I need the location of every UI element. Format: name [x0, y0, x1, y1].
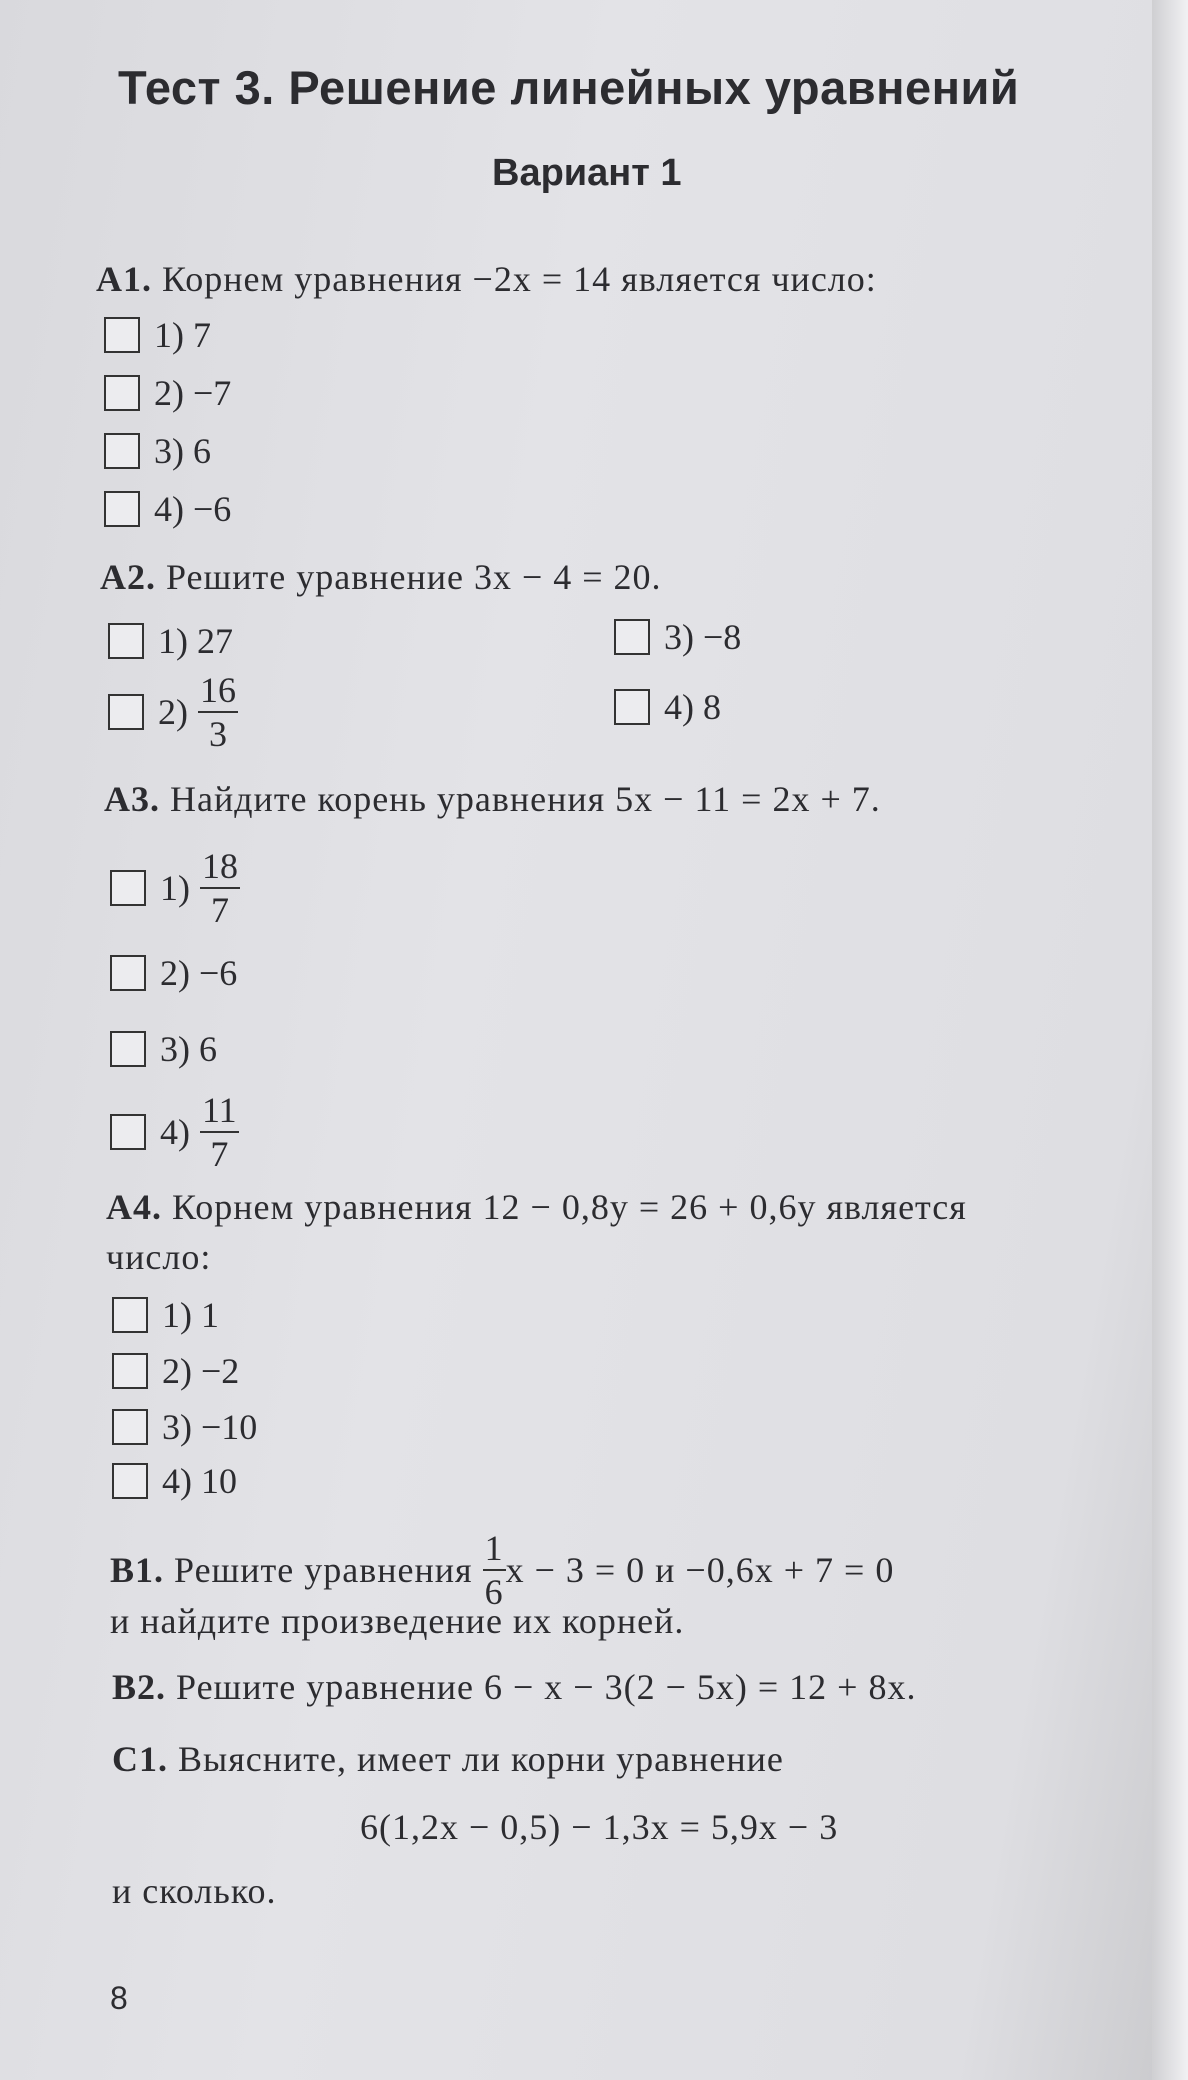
checkbox[interactable] [104, 491, 140, 527]
fraction [483, 1530, 506, 1610]
option-label: 2) −2 [162, 1351, 240, 1391]
question-a4-continued: число: [106, 1237, 212, 1277]
question-b1-continued: и найдите произведение их корней. [110, 1601, 685, 1641]
question-text: Выясните, имеет ли корни уравнение [178, 1739, 784, 1779]
page-title: Тест 3. Решение линейных уравнений [118, 61, 1020, 114]
question-text: Корнем уравнения −2x = 14 является число: [162, 259, 877, 299]
question-c1 [112, 1738, 784, 1780]
checkbox[interactable] [110, 870, 146, 906]
option-label: 3) 6 [160, 1029, 217, 1069]
question-text: Решите уравнение 6 − x − 3(2 − 5x) = 12 + 8x. [176, 1667, 917, 1707]
a4-option-1[interactable] [112, 1294, 219, 1336]
option-label: 4) 8 [664, 687, 721, 727]
option-label: 1) 27 [158, 621, 233, 661]
question-label: В1. [110, 1550, 165, 1590]
option-label: 4) [160, 1112, 190, 1152]
a3-option-3[interactable] [110, 1028, 217, 1070]
checkbox[interactable] [104, 433, 140, 469]
page-number: 8 [110, 1980, 128, 2016]
checkbox[interactable] [110, 1114, 146, 1150]
a3-option-4[interactable] [110, 1092, 239, 1172]
a4-option-3[interactable] [112, 1406, 257, 1448]
question-c1-continued: и сколько. [112, 1871, 277, 1911]
a2-option-4[interactable] [614, 686, 721, 728]
a4-option-4[interactable] [112, 1460, 237, 1502]
question-text-equations: x − 3 = 0 и −0,6x + 7 = 0 [505, 1550, 895, 1590]
a4-option-2[interactable] [112, 1350, 239, 1392]
option-label: 3) 6 [154, 431, 211, 471]
question-a3 [104, 778, 881, 820]
a2-option-1[interactable] [108, 620, 233, 662]
fraction-denominator: 7 [211, 890, 229, 930]
a2-option-3[interactable] [614, 616, 741, 658]
a3-option-2[interactable] [110, 952, 237, 994]
checkbox[interactable] [104, 317, 140, 353]
option-label: 2) [158, 692, 188, 732]
a1-option-1[interactable] [104, 314, 211, 356]
checkbox[interactable] [614, 689, 650, 725]
fraction-numerator: 11 [200, 1092, 239, 1133]
fraction-numerator: 18 [200, 848, 240, 889]
fraction [200, 1092, 239, 1172]
question-text: Корнем уравнения 12 − 0,8y = 26 + 0,6y является [172, 1187, 967, 1227]
checkbox[interactable] [108, 694, 144, 730]
question-a1 [96, 258, 877, 300]
a2-option-2[interactable] [108, 672, 238, 752]
question-a4 [106, 1186, 967, 1228]
a1-option-2[interactable] [104, 372, 231, 414]
option-label: 4) −6 [154, 489, 232, 529]
question-a2 [100, 556, 662, 598]
fraction [198, 672, 238, 752]
fraction-numerator: 16 [198, 672, 238, 713]
a1-option-4[interactable] [104, 488, 231, 530]
question-label: С1. [112, 1739, 168, 1779]
checkbox[interactable] [112, 1409, 148, 1445]
question-text: Решите уравнение 3x − 4 = 20. [166, 557, 662, 597]
checkbox[interactable] [110, 955, 146, 991]
question-b2 [112, 1666, 916, 1708]
question-label: А4. [106, 1187, 162, 1227]
question-label: А1. [96, 259, 152, 299]
fraction-denominator: 7 [210, 1134, 229, 1174]
checkbox[interactable] [104, 375, 140, 411]
question-text: Найдите корень уравнения 5x − 11 = 2x + 7. [170, 779, 881, 819]
option-label: 1) 7 [154, 315, 211, 355]
option-label: 2) −7 [154, 373, 232, 413]
variant-heading: Вариант 1 [492, 152, 682, 194]
fraction-denominator: 3 [209, 714, 227, 754]
fraction-denominator: 6 [484, 1572, 504, 1612]
question-text: Решите уравнения [174, 1550, 473, 1590]
option-label: 2) −6 [160, 953, 238, 993]
fraction-numerator: 1 [483, 1530, 506, 1571]
question-label: В2. [112, 1667, 167, 1707]
option-label: 3) −10 [162, 1407, 258, 1447]
checkbox[interactable] [614, 619, 650, 655]
checkbox[interactable] [108, 623, 144, 659]
question-label: А3. [104, 779, 160, 819]
a1-option-3[interactable] [104, 430, 211, 472]
c1-equation: 6(1,2x − 0,5) − 1,3x = 5,9x − 3 [360, 1807, 839, 1847]
checkbox[interactable] [112, 1463, 148, 1499]
fraction [200, 848, 240, 928]
question-label: А2. [100, 557, 156, 597]
page-edge [1152, 0, 1188, 2080]
option-label: 3) −8 [664, 617, 742, 657]
option-label: 4) 10 [162, 1461, 237, 1501]
checkbox[interactable] [112, 1353, 148, 1389]
option-label: 1) 1 [162, 1295, 219, 1335]
option-label: 1) [160, 868, 190, 908]
checkbox[interactable] [112, 1297, 148, 1333]
checkbox[interactable] [110, 1031, 146, 1067]
question-b1 [110, 1530, 894, 1610]
a3-option-1[interactable] [110, 848, 240, 928]
